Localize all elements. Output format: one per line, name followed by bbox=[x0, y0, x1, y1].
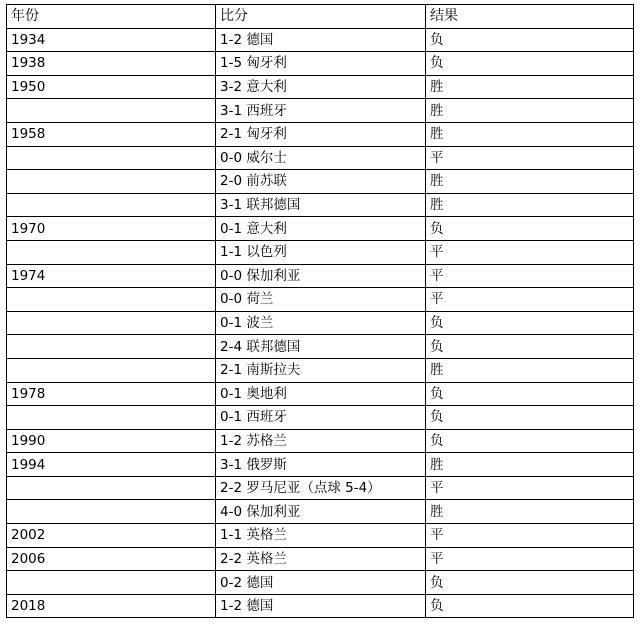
header-row bbox=[7, 5, 634, 29]
cell-score: 0-0 荷兰 bbox=[216, 288, 426, 312]
cell-year bbox=[7, 476, 216, 500]
cell-result: 胜 bbox=[426, 122, 634, 146]
cell-score: 2-2 英格兰 bbox=[216, 547, 426, 571]
results-sheet bbox=[6, 4, 633, 618]
cell-year: 2006 bbox=[7, 547, 216, 571]
cell-result: 胜 bbox=[426, 453, 634, 477]
table-row bbox=[7, 594, 634, 618]
cell-score: 0-1 波兰 bbox=[216, 311, 426, 335]
cell-year bbox=[7, 288, 216, 312]
cell-result: 负 bbox=[426, 311, 634, 335]
cell-year bbox=[7, 311, 216, 335]
cell-score: 1-2 苏格兰 bbox=[216, 429, 426, 453]
cell-year bbox=[7, 240, 216, 264]
cell-result: 胜 bbox=[426, 358, 634, 382]
table-row bbox=[7, 99, 634, 123]
cell-year bbox=[7, 146, 216, 170]
cell-year: 1938 bbox=[7, 52, 216, 76]
table-row bbox=[7, 547, 634, 571]
cell-score: 1-2 德国 bbox=[216, 28, 426, 52]
cell-score: 4-0 保加利亚 bbox=[216, 500, 426, 524]
cell-score: 1-5 匈牙利 bbox=[216, 52, 426, 76]
cell-result: 胜 bbox=[426, 75, 634, 99]
cell-score: 3-2 意大利 bbox=[216, 75, 426, 99]
table-row bbox=[7, 571, 634, 595]
table-body bbox=[7, 28, 634, 618]
cell-result: 平 bbox=[426, 547, 634, 571]
header-result: 结果 bbox=[426, 5, 634, 29]
cell-score: 3-1 联邦德国 bbox=[216, 193, 426, 217]
table-row bbox=[7, 382, 634, 406]
table-row bbox=[7, 358, 634, 382]
table-row bbox=[7, 52, 634, 76]
cell-result: 胜 bbox=[426, 99, 634, 123]
table-row bbox=[7, 406, 634, 430]
cell-result: 负 bbox=[426, 429, 634, 453]
cell-year: 1990 bbox=[7, 429, 216, 453]
cell-year bbox=[7, 193, 216, 217]
table-row bbox=[7, 240, 634, 264]
table-row bbox=[7, 122, 634, 146]
table-row bbox=[7, 193, 634, 217]
table-row bbox=[7, 264, 634, 288]
cell-result: 负 bbox=[426, 382, 634, 406]
cell-year: 2018 bbox=[7, 594, 216, 618]
table-row bbox=[7, 217, 634, 241]
cell-result: 负 bbox=[426, 217, 634, 241]
cell-year bbox=[7, 170, 216, 194]
cell-result: 平 bbox=[426, 524, 634, 548]
cell-year bbox=[7, 571, 216, 595]
cell-result: 平 bbox=[426, 288, 634, 312]
cell-result: 胜 bbox=[426, 193, 634, 217]
cell-result: 胜 bbox=[426, 500, 634, 524]
cell-result: 胜 bbox=[426, 170, 634, 194]
table-row bbox=[7, 288, 634, 312]
cell-result: 负 bbox=[426, 28, 634, 52]
cell-result: 负 bbox=[426, 335, 634, 359]
cell-score: 0-0 保加利亚 bbox=[216, 264, 426, 288]
cell-score: 2-2 罗马尼亚（点球 5-4） bbox=[216, 476, 426, 500]
cell-year: 1958 bbox=[7, 122, 216, 146]
cell-year bbox=[7, 99, 216, 123]
cell-result: 平 bbox=[426, 476, 634, 500]
cell-year bbox=[7, 358, 216, 382]
results-table bbox=[6, 4, 634, 618]
cell-score: 1-1 以色列 bbox=[216, 240, 426, 264]
table-row bbox=[7, 335, 634, 359]
cell-year bbox=[7, 335, 216, 359]
cell-score: 2-0 前苏联 bbox=[216, 170, 426, 194]
table-row bbox=[7, 476, 634, 500]
cell-score: 2-1 南斯拉夫 bbox=[216, 358, 426, 382]
cell-result: 平 bbox=[426, 240, 634, 264]
table-row bbox=[7, 453, 634, 477]
cell-score: 0-1 奥地利 bbox=[216, 382, 426, 406]
cell-year: 1994 bbox=[7, 453, 216, 477]
cell-score: 2-4 联邦德国 bbox=[216, 335, 426, 359]
cell-score: 0-2 德国 bbox=[216, 571, 426, 595]
cell-score: 3-1 俄罗斯 bbox=[216, 453, 426, 477]
cell-year bbox=[7, 406, 216, 430]
cell-result: 负 bbox=[426, 571, 634, 595]
cell-score: 0-0 威尔士 bbox=[216, 146, 426, 170]
cell-result: 负 bbox=[426, 594, 634, 618]
cell-year: 2002 bbox=[7, 524, 216, 548]
cell-result: 平 bbox=[426, 264, 634, 288]
cell-result: 负 bbox=[426, 52, 634, 76]
cell-score: 2-1 匈牙利 bbox=[216, 122, 426, 146]
table-row bbox=[7, 28, 634, 52]
cell-year: 1978 bbox=[7, 382, 216, 406]
table-row bbox=[7, 146, 634, 170]
cell-score: 0-1 意大利 bbox=[216, 217, 426, 241]
cell-score: 0-1 西班牙 bbox=[216, 406, 426, 430]
cell-year: 1934 bbox=[7, 28, 216, 52]
table-row bbox=[7, 429, 634, 453]
header-year: 年份 bbox=[7, 5, 216, 29]
table-row bbox=[7, 170, 634, 194]
header-score: 比分 bbox=[216, 5, 426, 29]
cell-result: 平 bbox=[426, 146, 634, 170]
cell-score: 1-1 英格兰 bbox=[216, 524, 426, 548]
cell-year bbox=[7, 500, 216, 524]
table-row bbox=[7, 524, 634, 548]
table-row bbox=[7, 311, 634, 335]
table-row bbox=[7, 500, 634, 524]
table-row bbox=[7, 75, 634, 99]
cell-year: 1974 bbox=[7, 264, 216, 288]
cell-score: 3-1 西班牙 bbox=[216, 99, 426, 123]
cell-score: 1-2 德国 bbox=[216, 594, 426, 618]
cell-year: 1950 bbox=[7, 75, 216, 99]
cell-result: 负 bbox=[426, 406, 634, 430]
cell-year: 1970 bbox=[7, 217, 216, 241]
